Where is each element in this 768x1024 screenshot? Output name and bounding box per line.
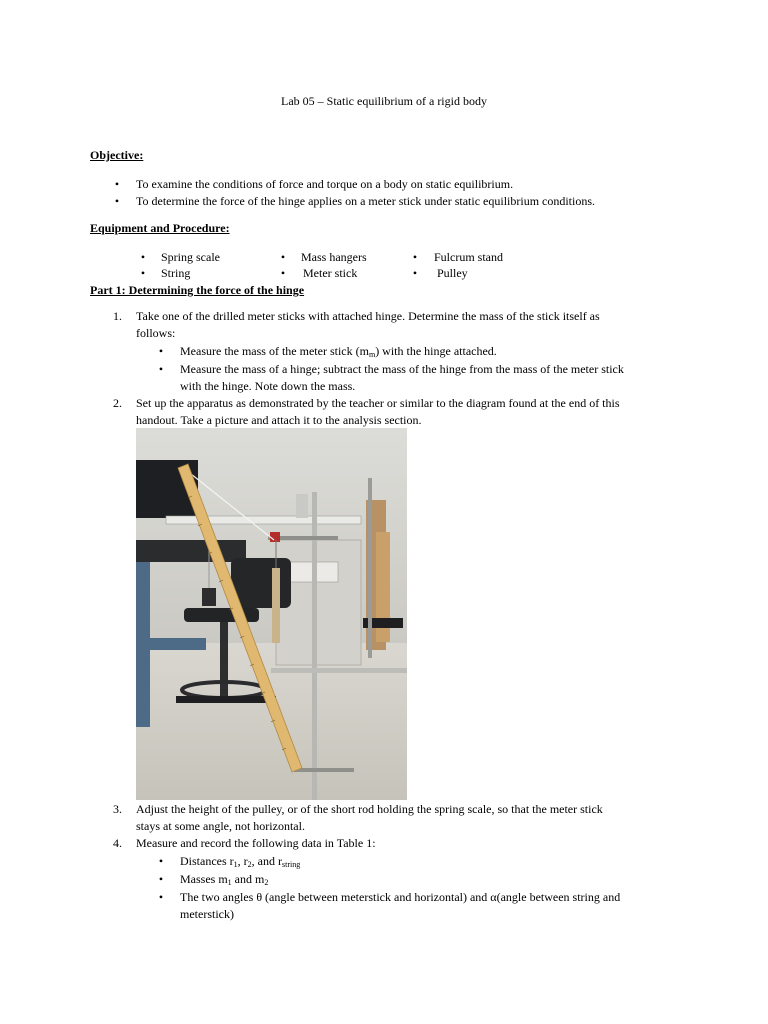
bullet-marker: • (280, 266, 286, 280)
subscript: m (368, 350, 376, 359)
text-run: , r (237, 854, 248, 868)
text-run: Masses m (180, 872, 228, 886)
objective-heading: Objective: (90, 148, 144, 162)
step1-sub-item: Measure the mass of a hinge; subtract the mass of the hinge from the mass of the meter stick (180, 362, 624, 376)
step1-text: Take one of the drilled meter sticks with attached hinge. Determine the mass of the stick itself as (136, 309, 600, 323)
step1-sub-item (180, 343, 497, 360)
step-number: 3. (113, 802, 122, 816)
step2-text: handout. Take a picture and attach it to the analysis section. (136, 413, 422, 427)
text-run: Distances r (180, 854, 234, 868)
text-run: , and r (251, 854, 282, 868)
subscript: string (281, 860, 301, 869)
equipment-item: Pulley (437, 266, 468, 280)
bullet-marker: • (412, 266, 418, 280)
equipment-item: Mass hangers (301, 250, 367, 264)
apparatus-illustration (136, 428, 407, 800)
step4-sub-item (180, 871, 268, 888)
objective-item: To examine the conditions of force and torque on a body on static equilibrium. (136, 177, 514, 191)
objective-item: To determine the force of the hinge applies on a meter stick under static equilibrium conditions. (136, 194, 596, 208)
bullet-marker: • (158, 854, 164, 868)
step-number: 4. (113, 836, 122, 850)
text-run: and m (231, 872, 265, 886)
equipment-item: Fulcrum stand (434, 250, 503, 264)
step4-sub-item (180, 853, 300, 870)
text-run: ) with the hinge attached. (375, 344, 497, 358)
step4-sub-item: The two angles θ (angle between meterstick and horizontal) and α(angle between string and (180, 890, 621, 904)
bullet-marker: • (140, 266, 146, 280)
step4-text: Measure and record the following data in Table 1: (136, 836, 376, 850)
subscript: 1 (233, 860, 238, 869)
step-number: 2. (113, 396, 122, 410)
part1-heading: Part 1: Determining the force of the hinge (90, 283, 305, 297)
step3-text: Adjust the height of the pulley, or of the short rod holding the spring scale, so that the meter stick (136, 802, 603, 816)
step1-text: follows: (136, 326, 176, 340)
text-run: Measure the mass of the meter stick (m (180, 344, 369, 358)
step3-text: stays at some angle, not horizontal. (136, 819, 305, 833)
bullet-marker: • (114, 177, 120, 191)
subscript: 2 (247, 860, 252, 869)
bullet-marker: • (158, 872, 164, 886)
bullet-marker: • (158, 344, 164, 358)
equipment-item: Meter stick (303, 266, 358, 280)
subscript: 2 (264, 878, 269, 887)
bullet-marker: • (114, 194, 120, 208)
apparatus-photo (136, 428, 407, 800)
bullet-marker: • (158, 890, 164, 904)
step1-sub-item: with the hinge. Note down the mass. (180, 379, 356, 393)
bullet-marker: • (412, 250, 418, 264)
step2-text: Set up the apparatus as demonstrated by the teacher or similar to the diagram found at the end of this (136, 396, 620, 410)
equipment-heading: Equipment and Procedure: (90, 221, 230, 235)
bullet-marker: • (140, 250, 146, 264)
bullet-marker: • (158, 362, 164, 376)
subscript: 1 (227, 878, 232, 887)
bullet-marker: • (280, 250, 286, 264)
equipment-item: Spring scale (161, 250, 220, 264)
page-title: Lab 05 – Static equilibrium of a rigid body (281, 94, 487, 108)
step4-sub-item: meterstick) (180, 907, 234, 921)
equipment-item: String (161, 266, 191, 280)
step-number: 1. (113, 309, 122, 323)
